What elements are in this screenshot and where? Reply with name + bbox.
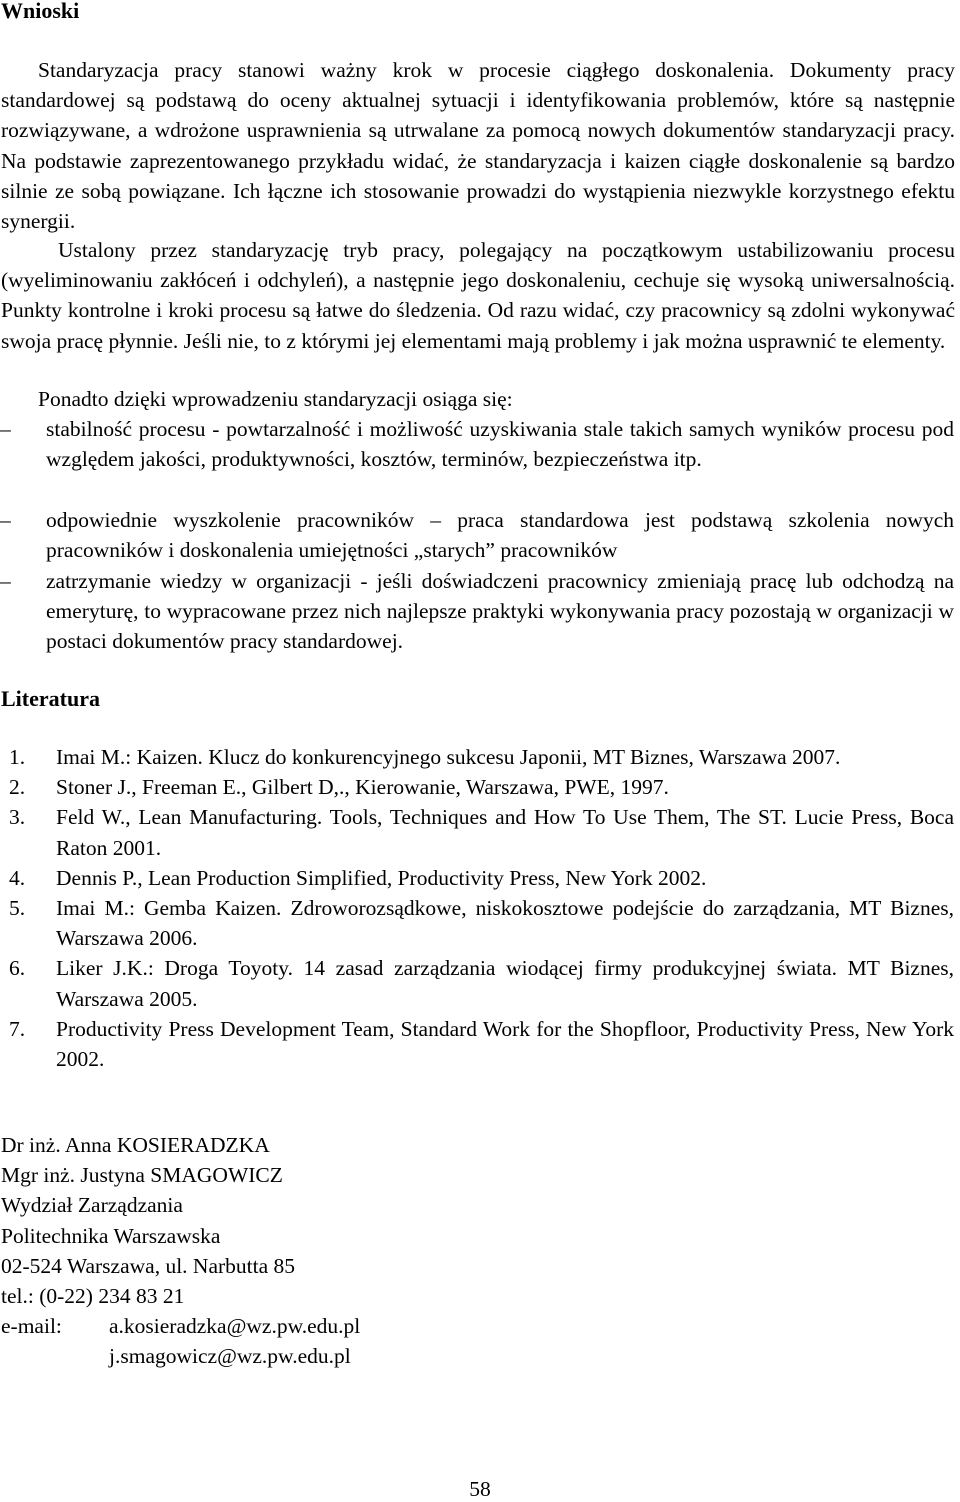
reference-item: [0, 893, 958, 953]
reference-number: 1.: [9, 745, 26, 769]
reference-text: Productivity Press Development Team, Standard Work for the Shopfloor, Productivity Press, New York 2002.: [56, 1016, 954, 1072]
reference-item: [0, 863, 958, 893]
reference-number: 6.: [9, 956, 26, 981]
reference-text: Liker J.K.: Droga Toyoty. 14 zasad zarządzania wiodącej firmy produkcyjnej świata. MT Biznes, Warszawa 2005.: [56, 956, 954, 1011]
paragraph-1: Standaryzacja pracy stanowi ważny krok w procesie ciągłego doskonalenia. Dokumenty pracy standardowej są podstawą do oceny aktualnej sytuacji i identyfikowania problemów, które są następnie rozwiązywane, a wdrożone usprawnienia są utrwalane za pomocą nowych dokumentów standaryzacji pracy. Na podstawie zaprezentowanego przykładu widać, że standaryzacja i kaizen ciągłe doskonalenie są bardzo silnie ze sobą powiązane. Ich łączne ich stosowanie prowadzi do wystąpienia niezwykle korzystnego efektu synergii.: [1, 58, 955, 234]
reference-number: 5.: [9, 896, 26, 921]
phone-number: tel.: (0-22) 234 83 21: [1, 1284, 185, 1309]
bullet-dash: –: [0, 508, 11, 532]
reference-number: 7.: [9, 1016, 26, 1041]
author-name: Mgr inż. Justyna SMAGOWICZ: [1, 1163, 283, 1188]
reference-number: 2.: [9, 775, 26, 800]
reference-text: Imai M.: Kaizen. Klucz do konkurencyjnego sukcesu Japonii, MT Biznes, Warszawa 2007.: [56, 745, 841, 769]
bullet-dash: –: [0, 569, 11, 593]
bullet-dash: –: [0, 417, 11, 441]
page-number: 58: [469, 1477, 491, 1501]
reference-number: 4.: [9, 865, 26, 890]
reference-item: [0, 772, 958, 802]
postal-address: 02-524 Warszawa, ul. Narbutta 85: [1, 1253, 296, 1278]
bullet-text: odpowiednie wyszkolenie pracowników – praca standardowa jest podstawą szkolenia nowych pracowników i doskonalenia umiejętności „starych” pracowników: [46, 508, 954, 563]
bullet-text: stabilność procesu - powtarzalność i możliwość uzyskiwania stale takich samych wyników procesu pod względem jakości, produktywności, kosztów, terminów, bezpieczeństwa itp.: [46, 417, 954, 472]
reference-text: Dennis P., Lean Production Simplified, Productivity Press, New York 2002.: [56, 865, 707, 890]
email-row: [1, 1311, 360, 1341]
reference-text: Feld W., Lean Manufacturing. Tools, Techniques and How To Use Them, The ST. Lucie Press, Boca Raton 2001.: [56, 805, 954, 860]
email-label: e-mail:: [1, 1314, 62, 1339]
section-heading-literature: Literatura: [1, 686, 100, 711]
paragraph-3: Ponadto dzięki wprowadzeniu standaryzacji osiąga się:: [38, 387, 513, 411]
paragraph-2: Ustalony przez standaryzację tryb pracy, polegający na początkowym ustabilizowaniu procesu (wyeliminowaniu zakłóceń i odchyleń), a następnie jego doskonaleniu, cechuje się wysoką uniwersalnością. Punkty kontrolne i kroki procesu są łatwe do śledzenia. Od razu widać, czy pracownicy są zdolni wykonywać swoja pracę płynnie. Jeśli nie, to z którymi jej elementami mają problemy i jak można usprawnić te elementy.: [1, 238, 955, 353]
email-address-secondary[interactable]: j.smagowicz@wz.pw.edu.pl: [109, 1344, 351, 1369]
reference-list: [0, 742, 958, 1074]
bullet-text: zatrzymanie wiedzy w organizacji - jeśli doświadczeni pracownicy zmieniają pracę lub odchodzą na emeryturę, to wypracowane przez nich najlepsze praktyki wykonywania pracy pozostają w organizacji w postaci dokumentów pracy standardowej.: [46, 569, 954, 654]
reference-number: 3.: [9, 805, 26, 830]
reference-item: [0, 742, 958, 772]
reference-item: [0, 1014, 958, 1074]
author-contact-block: [1, 1130, 360, 1372]
university-name: Politechnika Warszawska: [1, 1223, 221, 1248]
email-address[interactable]: a.kosieradzka@wz.pw.edu.pl: [109, 1314, 361, 1339]
reference-item: [0, 953, 958, 1013]
faculty-name: Wydział Zarządzania: [1, 1193, 183, 1218]
section-heading-conclusions: Wnioski: [1, 0, 80, 23]
reference-text: Stoner J., Freeman E., Gilbert D,., Kierowanie, Warszawa, PWE, 1997.: [56, 775, 669, 800]
reference-text: Imai M.: Gemba Kaizen. Zdroworozsądkowe, niskokosztowe podejście do zarządzania, MT Biznes, Warszawa 2006.: [56, 896, 954, 951]
reference-item: [0, 802, 958, 862]
author-name: Dr inż. Anna KOSIERADZKA: [1, 1133, 270, 1157]
